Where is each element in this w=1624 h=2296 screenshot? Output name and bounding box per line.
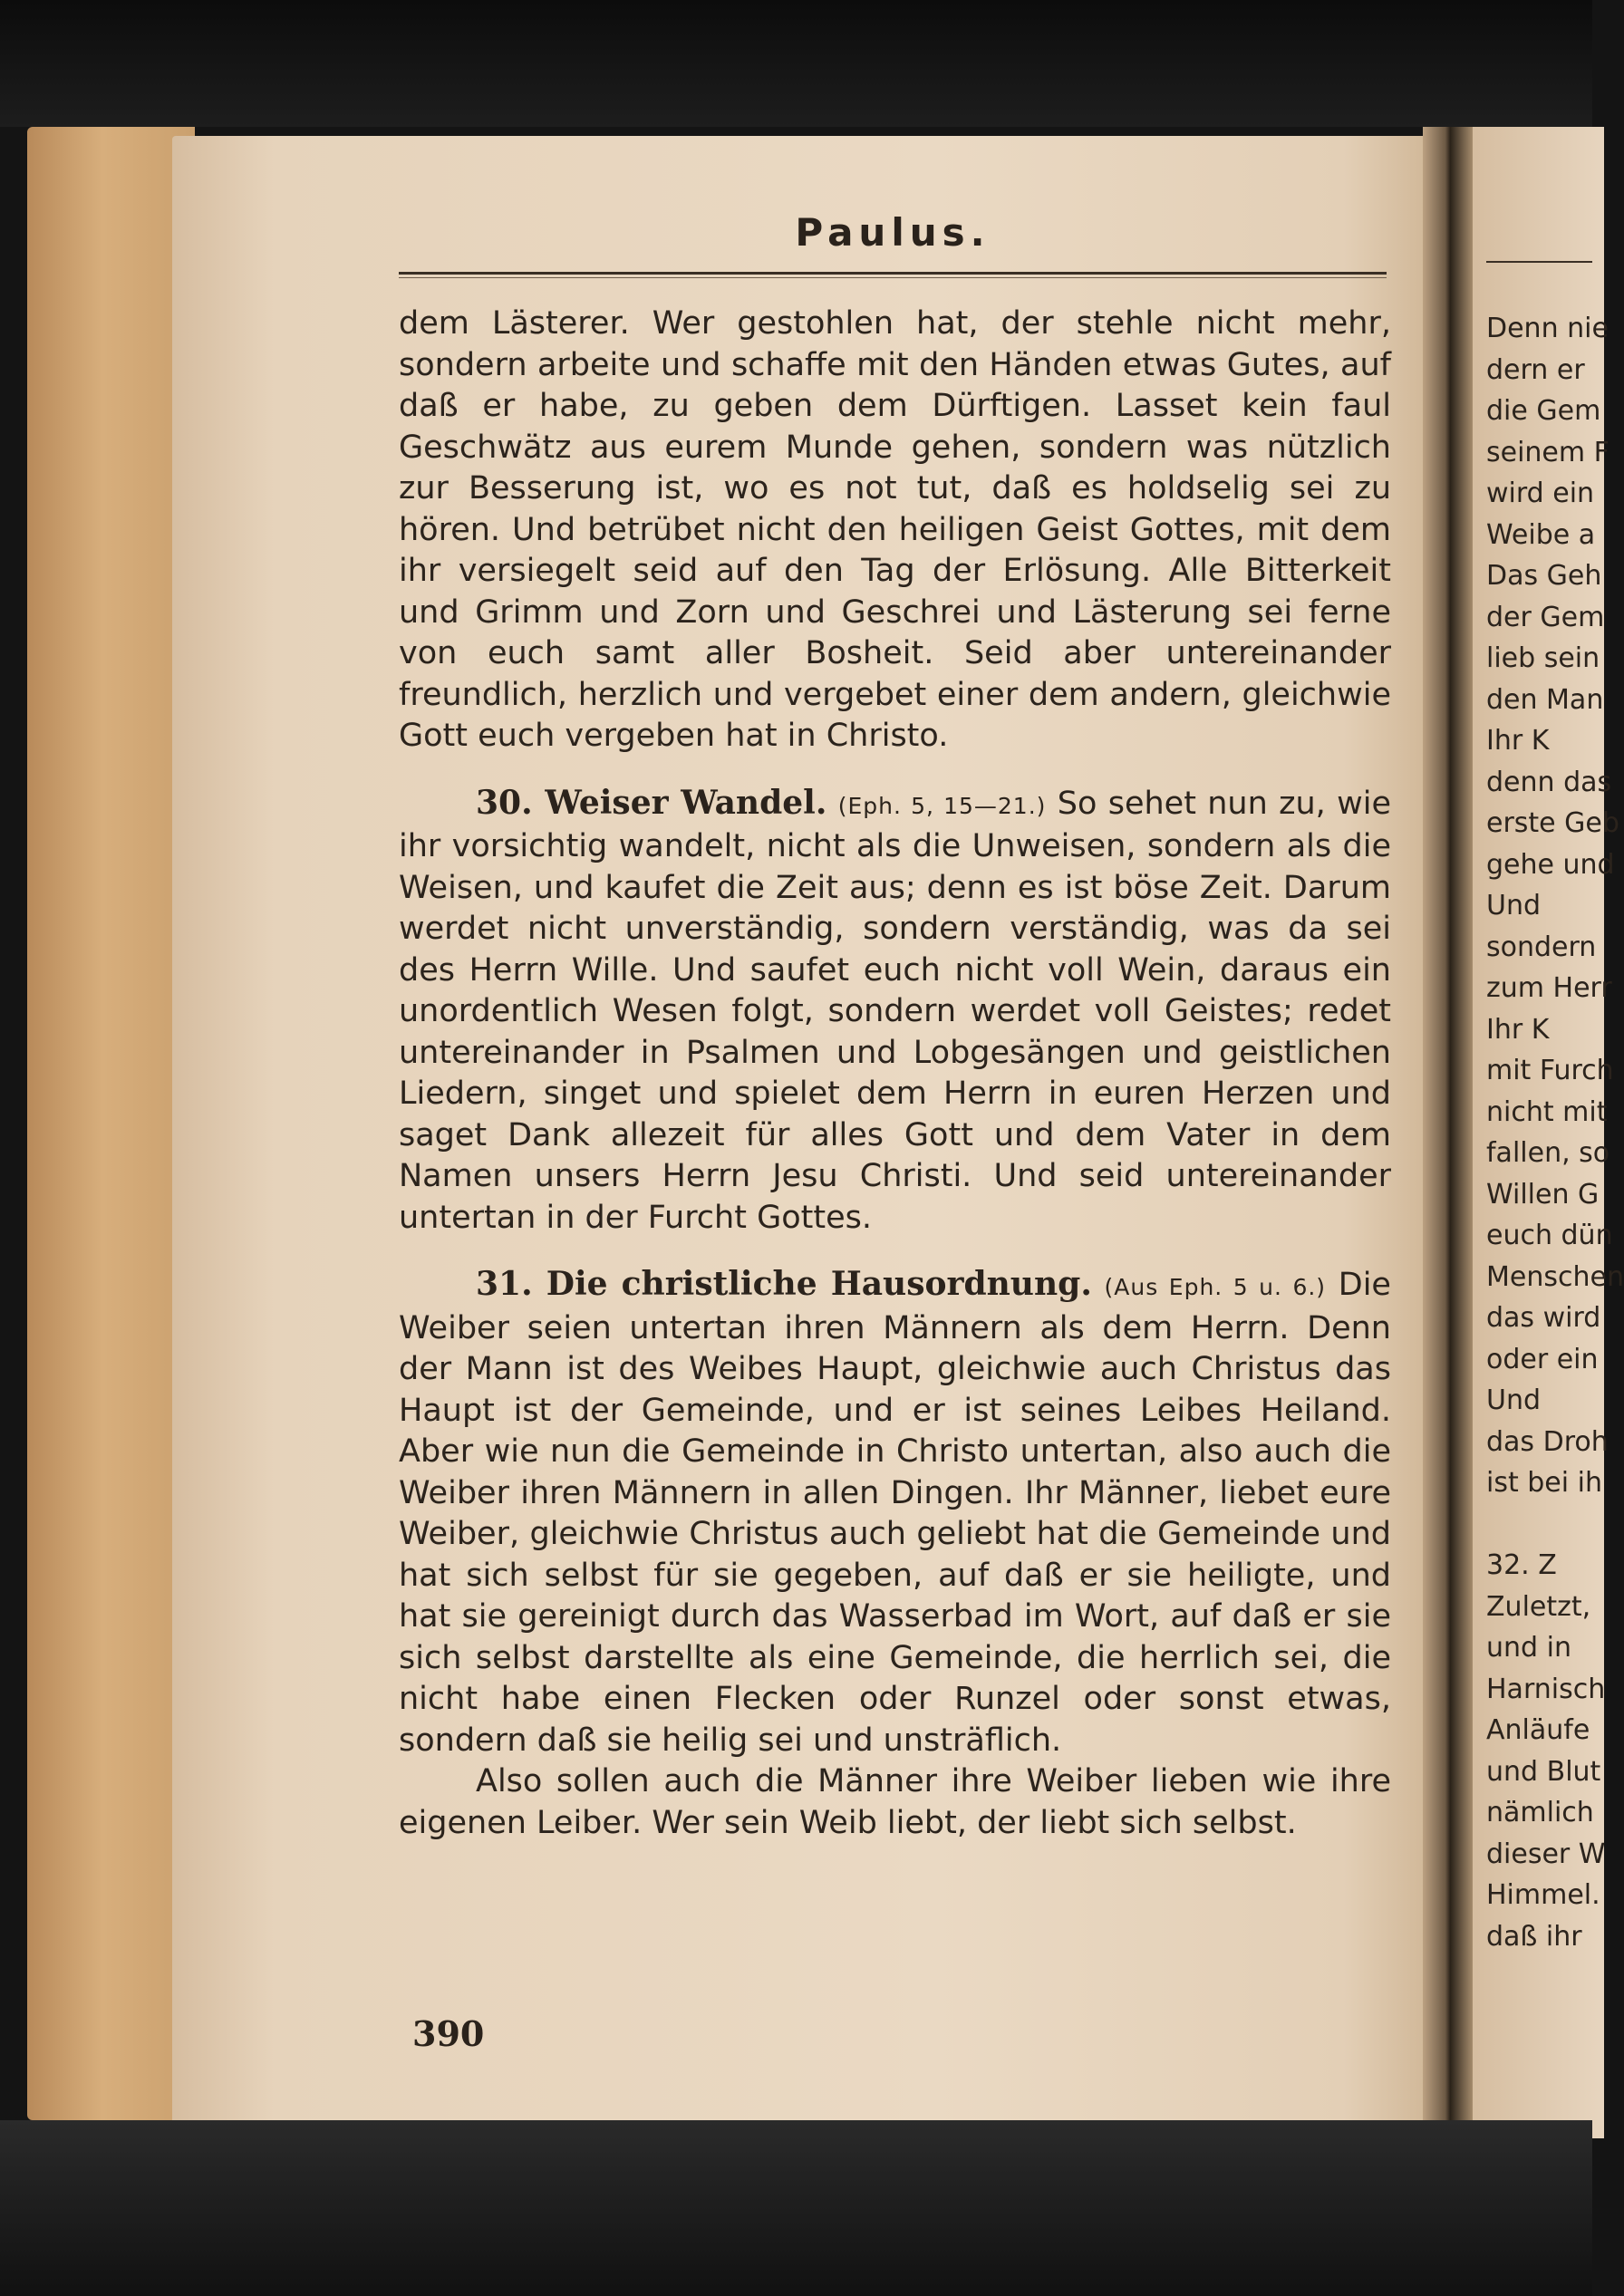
right-page-line: sondern — [1486, 931, 1597, 963]
header-rule — [399, 272, 1387, 275]
right-page-line: fallen, so — [1486, 1137, 1610, 1169]
running-title: Paulus. — [795, 210, 991, 255]
right-page-line: Anläufe — [1486, 1714, 1590, 1746]
right-page-line: zum Herr — [1486, 972, 1612, 1004]
right-page-line: Zuletzt, — [1486, 1590, 1591, 1623]
right-page-line: und in — [1486, 1632, 1571, 1664]
right-page-line: Harnisch — [1486, 1673, 1606, 1705]
right-page-line: Denn nie — [1486, 313, 1609, 344]
right-page-line: die Gem — [1486, 395, 1601, 427]
right-page-line: mit Furch — [1486, 1055, 1614, 1086]
section-31-title: 31. Die christliche Hausordnung. — [476, 1265, 1092, 1303]
section-30-title: 30. Weiser Wandel. — [476, 783, 827, 822]
right-page-line: den Man — [1486, 683, 1604, 716]
right-page-line: Ihr K — [1486, 1013, 1550, 1046]
right-page-line: seinem F — [1486, 436, 1610, 468]
right-page-line: euch dün — [1486, 1220, 1613, 1251]
paragraph-final: Also sollen auch die Männer ihre Weiber lieben wie ihre eigenen Leiber. Wer sein Weib liebt, der liebt sich selbst. — [399, 1763, 1391, 1841]
right-page-line: dieser W — [1486, 1838, 1606, 1870]
section-31-text: Die Weiber seien untertan ihren Männern als dem Herrn. Denn der Mann ist des Weibes Haupt, gleichwie auch Christus das Haupt ist der Gemeinde, und er ist seines Leibes Heiland. Aber wie nun die Gemeinde in Christo untertan, also auch die Weiber ihren Männern in allen Dingen. Ihr Männer, liebet eure Weiber, gleichwie Christus auch geliebt hat die Gemeinde und hat sich selbst für sie gegeben, auf daß er sie heiligte, und hat sie gereinigt durch das Wasserbad im Wort, auf daß er sie sich selbst darstellte als eine Gemeinde, die herrlich sei, die nicht habe einen Flecken oder Runzel oder sonst etwas, sondern daß sie heilig sei und unsträflich. — [399, 1267, 1391, 1759]
right-page-header-rule — [1486, 261, 1592, 263]
right-page-text-fragments — [1486, 308, 1624, 1957]
right-page-line: wird ein — [1486, 478, 1595, 509]
right-page-line: der Gem — [1486, 601, 1605, 633]
right-page-line: nämlich — [1486, 1797, 1594, 1828]
right-page-line: 32. Z — [1486, 1549, 1557, 1581]
right-page-line: dern er — [1486, 353, 1585, 386]
section-30-reference: (Eph. 5, 15—21.) — [837, 792, 1047, 819]
right-page-line: nicht mit — [1486, 1095, 1608, 1128]
book-gutter — [1423, 127, 1473, 2138]
section-31-reference: (Aus Eph. 5 u. 6.) — [1104, 1274, 1327, 1300]
section-31 — [399, 1264, 1391, 1761]
page-number: 390 — [412, 2013, 485, 2054]
right-page-line: das Droh — [1486, 1425, 1609, 1458]
right-page-line: lieb sein — [1486, 642, 1600, 674]
right-page-line: Weibe a — [1486, 518, 1596, 551]
section-30-text: So sehet nun zu, wie ihr vorsichtig wandelt, nicht als die Unweisen, sondern als die Weisen, und kaufet die Zeit aus; denn es ist böse Zeit. Darum werdet nicht unverständig, sondern verständig, was da sei des Herrn Wille. Und saufet euch nicht voll Wein, daraus ein unordentlich Wesen folgt, sondern werdet voll Geistes; redet untereinander in Psalmen und Lobgesängen und geistlichen Liedern, singet und spielet dem Herrn in euren Herzen und saget Dank allezeit für alles Gott und dem Vater in dem Namen unsers Herrn Jesu Christi. Und seid untereinander untertan in der Furcht Gottes. — [399, 785, 1391, 1236]
header-rule-thin — [399, 277, 1387, 278]
right-page-line: daß ihr — [1486, 1920, 1582, 1953]
book-page-edges — [27, 127, 195, 2120]
section-30 — [399, 783, 1391, 1240]
right-page-line: und Blut — [1486, 1755, 1601, 1788]
right-page-line: erste Geb — [1486, 807, 1619, 839]
right-page-line: Himmel. — [1486, 1879, 1600, 1911]
right-page-line: Und — [1486, 1384, 1542, 1416]
right-page-line: denn das — [1486, 766, 1612, 798]
photo-backdrop — [0, 0, 1592, 127]
right-page-line: Das Geh — [1486, 560, 1602, 592]
left-page-text — [399, 304, 1391, 1844]
right-page-line: oder ein — [1486, 1343, 1599, 1375]
photo-bottom-shadow — [0, 2120, 1592, 2296]
paragraph-continuation: dem Lästerer. Wer gestohlen hat, der stehle nicht mehr, sondern arbeite und schaffe mit den Händen etwas Gutes, auf daß er habe, zu geben dem Dürftigen. Lasset kein faul Geschwätz aus eurem Munde gehen, sondern was nützlich zur Besserung ist, wo es not tut, daß es holdselig sei zu hören. Und betrübet nicht den heiligen Geist Gottes, mit dem ihr versiegelt seid auf den Tag der Erlösung. Alle Bitterkeit und Grimm und Zorn und Geschrei und Lästerung sei ferne von euch samt aller Bosheit. Seid aber untereinander freundlich, herzlich und vergebet einer dem andern, gleichwie Gott euch vergeben hat in Christo. — [399, 305, 1391, 754]
right-page-line: das wird — [1486, 1302, 1601, 1334]
right-page-line: Menschen — [1486, 1260, 1624, 1293]
right-page-line — [1486, 1504, 1593, 1546]
right-page-line: ist bei ih — [1486, 1467, 1602, 1499]
right-page-line: gehe und — [1486, 848, 1615, 881]
right-page-line: Willen G — [1486, 1178, 1600, 1211]
right-page-line: Ihr K — [1486, 725, 1550, 757]
right-page-line: Und — [1486, 890, 1542, 921]
